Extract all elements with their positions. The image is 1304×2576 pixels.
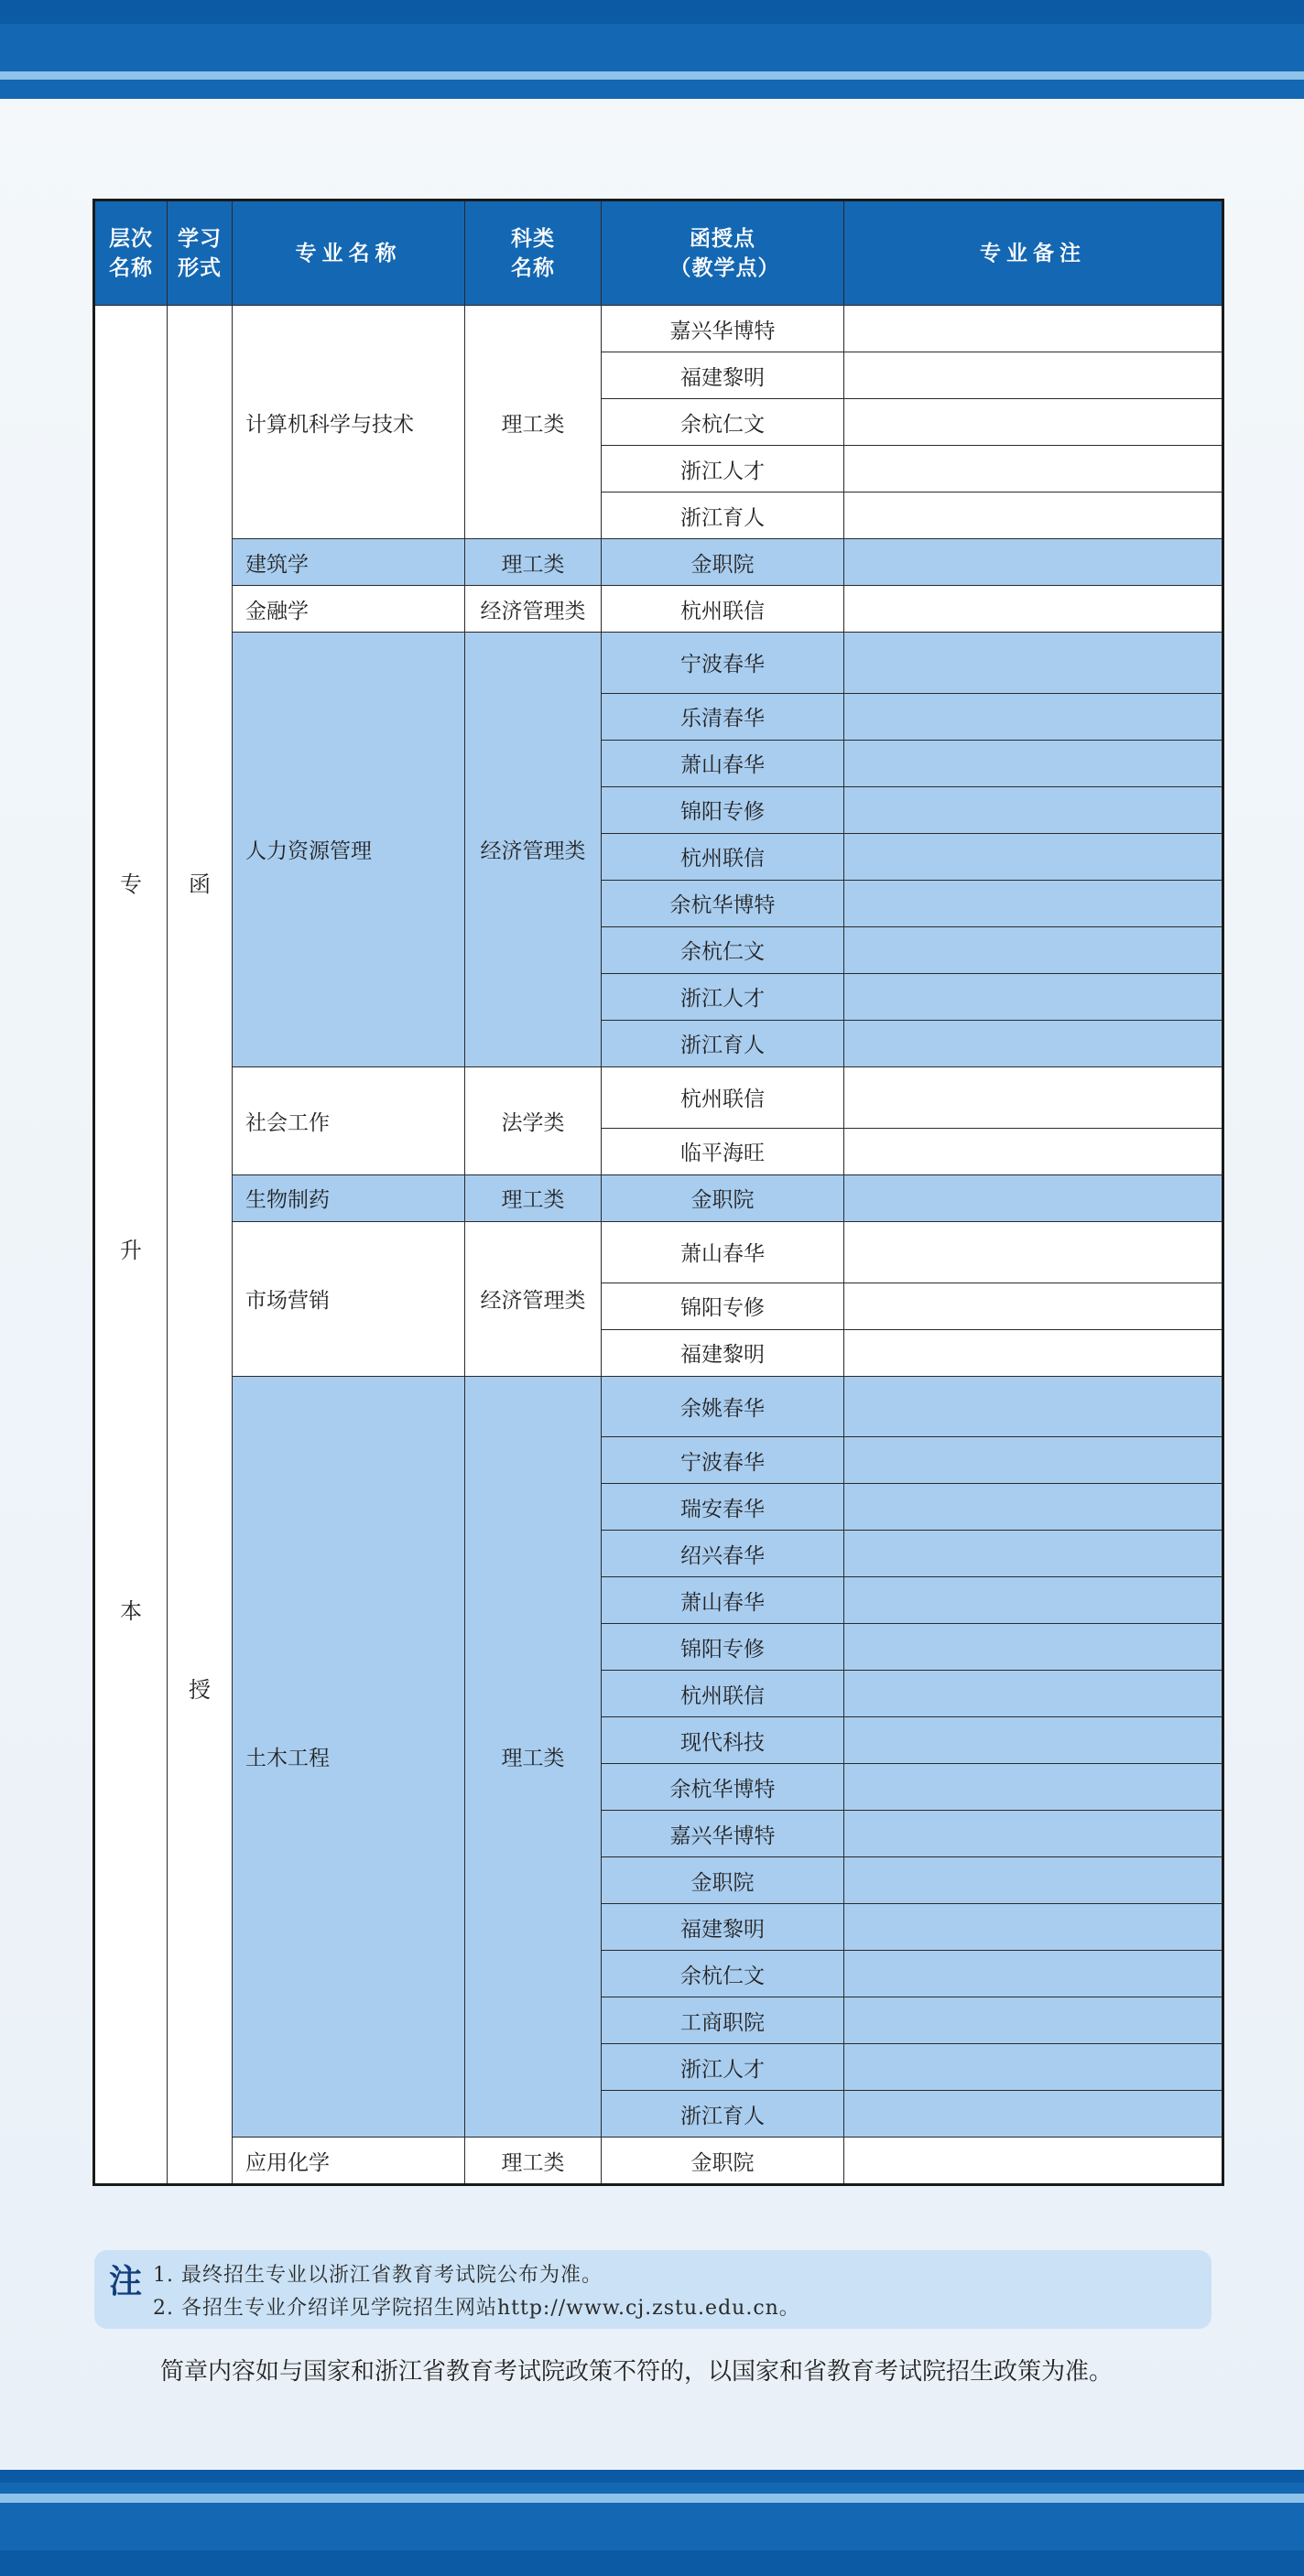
remark-cell [844,1437,1223,1484]
site-cell: 杭州联信 [602,1066,844,1128]
category-cell: 理工类 [465,2138,602,2185]
site-cell: 余姚春华 [602,1376,844,1437]
note-line-2: 2. 各招生专业介绍详见学院招生网站http://www.cj.zstu.edu.cn。 [153,2297,800,2320]
major-name-cell: 土木工程 [233,1376,465,2138]
remark-cell [844,1329,1223,1376]
remark-cell [844,1857,1223,1904]
site-cell: 杭州联信 [602,586,844,633]
site-cell: 余杭华博特 [602,1764,844,1811]
policy-disclaimer: 简章内容如与国家和浙江省教育考试院政策不符的，以国家和省教育考试院招生政策为准。 [160,2358,1114,2386]
table-row [94,586,1223,633]
table-row [94,1174,1223,1221]
remark-cell [844,1577,1223,1624]
study-form-cell [168,306,233,2185]
table-row [94,1376,1223,1437]
table-row [94,306,1223,352]
site-cell: 乐清春华 [602,693,844,740]
bottom-banner-dark-stripe [0,2550,1304,2576]
site-cell: 宁波春华 [602,633,844,694]
level-cell [94,306,168,2185]
site-cell: 浙江育人 [602,492,844,539]
major-name-cell: 金融学 [233,586,465,633]
category-cell: 经济管理类 [465,1221,602,1376]
site-cell: 金职院 [602,1174,844,1221]
remark-cell [844,2138,1223,2185]
site-cell: 金职院 [602,2138,844,2185]
major-name-cell: 市场营销 [233,1221,465,1376]
site-cell: 浙江育人 [602,2091,844,2138]
major-name-cell: 社会工作 [233,1066,465,1174]
remark-cell [844,1717,1223,1764]
site-cell: 余杭仁文 [602,1951,844,1997]
site-cell: 萧山春华 [602,1577,844,1624]
category-cell: 理工类 [465,1174,602,1221]
remark-cell [844,352,1223,399]
category-cell: 理工类 [465,539,602,586]
top-banner-stripe [0,0,1304,24]
bottom-banner-stripe [0,2470,1304,2483]
remark-cell [844,786,1223,833]
site-cell: 浙江人才 [602,2044,844,2091]
site-cell: 绍兴春华 [602,1531,844,1577]
remark-cell [844,1531,1223,1577]
level-char: 升 [120,1237,142,1263]
remark-cell [844,1484,1223,1531]
site-cell: 余杭华博特 [602,880,844,926]
remark-cell [844,1128,1223,1174]
site-cell: 宁波春华 [602,1437,844,1484]
study-form-char: 授 [189,1676,211,1703]
remark-cell [844,492,1223,539]
remark-cell [844,880,1223,926]
major-name-cell: 应用化学 [233,2138,465,2185]
remark-cell [844,1376,1223,1437]
study-form-char: 函 [189,871,211,897]
category-cell: 法学类 [465,1066,602,1174]
site-cell: 嘉兴华博特 [602,306,844,352]
level-char: 本 [120,1597,142,1624]
header-study-form: 学习形式 [168,200,233,306]
remark-cell [844,1951,1223,1997]
site-cell: 锦阳专修 [602,786,844,833]
remark-cell [844,1671,1223,1717]
header-site: 函授点（教学点） [602,200,844,306]
major-name-cell: 生物制药 [233,1174,465,1221]
site-cell: 金职院 [602,1857,844,1904]
major-name-cell: 人力资源管理 [233,633,465,1067]
site-cell: 瑞安春华 [602,1484,844,1531]
remark-cell [844,693,1223,740]
site-cell: 临平海旺 [602,1128,844,1174]
table-row [94,1221,1223,1283]
major-name-cell: 计算机科学与技术 [233,306,465,539]
table-row [94,1066,1223,1128]
category-cell: 经济管理类 [465,633,602,1067]
remark-cell [844,1811,1223,1857]
site-cell: 金职院 [602,539,844,586]
remark-cell [844,2044,1223,2091]
remark-cell [844,1904,1223,1951]
note-mark: 注 [109,2262,143,2300]
site-cell: 余杭仁文 [602,399,844,446]
remark-cell [844,633,1223,694]
bottom-banner [0,2470,1304,2576]
remark-cell [844,539,1223,586]
site-cell: 锦阳专修 [602,1624,844,1671]
remark-cell [844,740,1223,786]
category-cell: 理工类 [465,306,602,539]
site-cell: 福建黎明 [602,1329,844,1376]
remark-cell [844,399,1223,446]
site-cell: 嘉兴华博特 [602,1811,844,1857]
site-cell: 福建黎明 [602,1904,844,1951]
site-cell: 杭州联信 [602,1671,844,1717]
remark-cell [844,1283,1223,1329]
remark-cell [844,1764,1223,1811]
remark-cell [844,306,1223,352]
category-cell: 理工类 [465,1376,602,2138]
top-banner-light-stripe [0,71,1304,80]
site-cell: 福建黎明 [602,352,844,399]
site-cell: 工商职院 [602,1997,844,2044]
remark-cell [844,1174,1223,1221]
site-cell: 浙江育人 [602,1020,844,1066]
major-name-cell: 建筑学 [233,539,465,586]
table-row [94,539,1223,586]
remark-cell [844,926,1223,973]
bottom-banner-light-stripe [0,2494,1304,2503]
site-cell: 浙江人才 [602,973,844,1020]
site-cell: 锦阳专修 [602,1283,844,1329]
level-char: 专 [120,871,142,897]
table-row [94,633,1223,694]
majors-table [92,199,1224,2186]
remark-cell [844,1624,1223,1671]
header-remark: 专业备注 [844,200,1223,306]
note-line-1: 1. 最终招生专业以浙江省教育考试院公布为准。 [153,2264,603,2287]
site-cell: 现代科技 [602,1717,844,1764]
remark-cell [844,446,1223,492]
header-major: 专业名称 [233,200,465,306]
remark-cell [844,1221,1223,1283]
remark-cell [844,2091,1223,2138]
site-cell: 萧山春华 [602,1221,844,1283]
remark-cell [844,833,1223,880]
site-cell: 萧山春华 [602,740,844,786]
table-header-row [94,200,1223,306]
remark-cell [844,586,1223,633]
table-row [94,2138,1223,2185]
top-banner [0,0,1304,99]
site-cell: 余杭仁文 [602,926,844,973]
category-cell: 经济管理类 [465,586,602,633]
header-level: 层次名称 [94,200,168,306]
header-category: 科类名称 [465,200,602,306]
remark-cell [844,1020,1223,1066]
notes-box [94,2250,1212,2329]
remark-cell [844,1066,1223,1128]
site-cell: 杭州联信 [602,833,844,880]
remark-cell [844,1997,1223,2044]
site-cell: 浙江人才 [602,446,844,492]
table-body [94,306,1223,2185]
remark-cell [844,973,1223,1020]
